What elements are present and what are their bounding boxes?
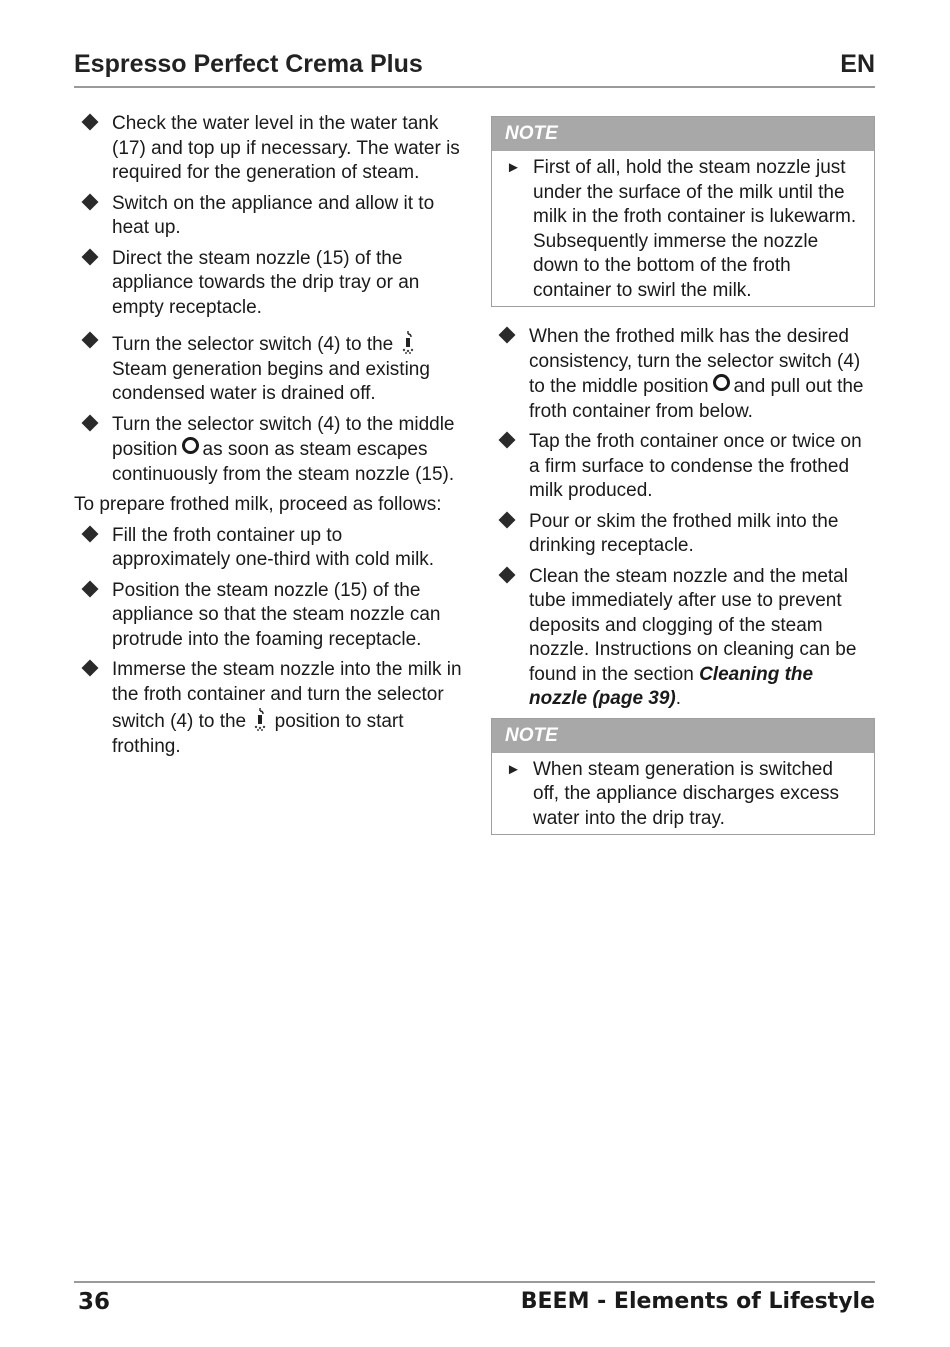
- note-box: [491, 116, 875, 307]
- page-header: [74, 48, 875, 88]
- list-item: Clean the steam nozzle and the metal tube immediately after use to prevent deposits and clogging of the steam nozzle. Instructions on cleaning can be found in the section Cleaning the nozzle (page 39).: [491, 565, 875, 712]
- middle-position-icon: [713, 374, 730, 391]
- list-item: Immerse the steam nozzle into the milk in the froth container and turn the selector switch (4) to the position to start frothing.: [74, 658, 464, 759]
- document-title: Espresso Perfect Crema Plus: [74, 50, 423, 78]
- steam-icon: [399, 330, 417, 354]
- note-heading: NOTE: [492, 719, 874, 753]
- steps-list: [74, 112, 464, 487]
- list-item: Tap the froth container once or twice on a firm surface to condense the frothed milk produced.: [491, 430, 875, 504]
- list-item: Check the water level in the water tank (17) and top up if necessary. The water is required for the generation of steam.: [74, 112, 464, 186]
- list-item: When the frothed milk has the desired consistency, turn the selector switch (4) to the middle position and pull out the froth container from below.: [491, 325, 875, 424]
- note-box: [491, 718, 875, 836]
- note-heading: NOTE: [492, 117, 874, 151]
- diamond-bullet-icon: [499, 432, 516, 449]
- finish-steps-list: [491, 325, 875, 712]
- diamond-bullet-icon: [499, 566, 516, 583]
- froth-intro: To prepare frothed milk, proceed as follows:: [74, 494, 442, 515]
- brand-name: BEEM - Elements of Lifestyle: [520, 1289, 875, 1314]
- list-item: Direct the steam nozzle (15) of the appliance towards the drip tray or an empty receptacle.: [74, 247, 464, 321]
- diamond-bullet-icon: [499, 511, 516, 528]
- diamond-bullet-icon: [82, 248, 99, 265]
- diamond-bullet-icon: [82, 332, 99, 349]
- arrow-right-icon: ►: [506, 159, 521, 176]
- diamond-bullet-icon: [82, 580, 99, 597]
- page-number: 36: [78, 1289, 111, 1315]
- diamond-bullet-icon: [499, 327, 516, 344]
- list-item: Turn the selector switch (4) to the middle position as soon as steam escapes continuously from the steam nozzle (15).: [74, 413, 464, 488]
- note-item: ► First of all, hold the steam nozzle just under the surface of the milk until the milk in the froth container is lukewarm. Subsequently immerse the nozzle down to the bottom of the froth container to swirl the milk.: [506, 157, 857, 301]
- diamond-bullet-icon: [82, 660, 99, 677]
- list-item: Position the steam nozzle (15) of the appliance so that the steam nozzle can protrude into the foaming receptacle.: [74, 579, 464, 653]
- language-code: EN: [840, 50, 875, 78]
- list-item: Pour or skim the frothed milk into the drinking receptacle.: [491, 510, 875, 559]
- froth-steps-list: [74, 524, 464, 760]
- note-item: ► When steam generation is switched off, the appliance discharges excess water into the drip tray.: [506, 758, 839, 829]
- diamond-bullet-icon: [82, 193, 99, 210]
- left-column: [74, 112, 464, 765]
- diamond-bullet-icon: [82, 525, 99, 542]
- middle-position-icon: [182, 437, 199, 454]
- list-item: Turn the selector switch (4) to the Steam generation begins and existing condensed water is drained off.: [74, 330, 464, 407]
- list-item: Fill the froth container up to approximately one-third with cold milk.: [74, 524, 464, 573]
- list-item: Switch on the appliance and allow it to heat up.: [74, 192, 464, 241]
- diamond-bullet-icon: [82, 114, 99, 131]
- cross-reference: Cleaning the nozzle (page 39): [529, 663, 814, 709]
- arrow-right-icon: ►: [506, 760, 521, 778]
- page-footer: [74, 1281, 875, 1315]
- right-column: [491, 116, 875, 835]
- diamond-bullet-icon: [82, 414, 99, 431]
- steam-icon: [251, 707, 269, 731]
